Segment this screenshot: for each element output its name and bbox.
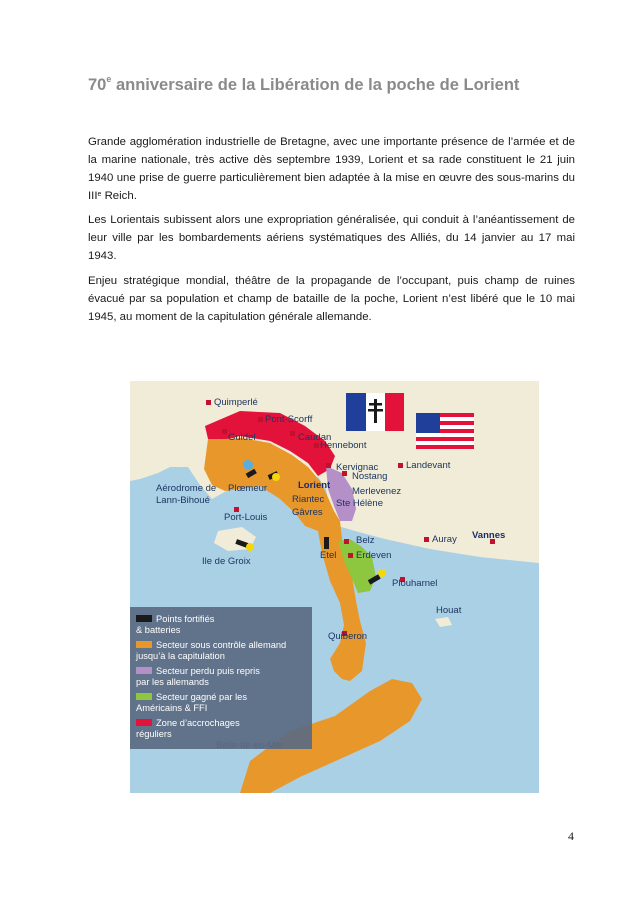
- page-title: 70e anniversaire de la Libération de la poche de Lorient: [88, 74, 520, 94]
- legend-label-0: Points fortifiés: [156, 614, 215, 624]
- page-number: 4: [568, 829, 574, 843]
- label-aerodrome-1: Aérodrome de: [156, 483, 217, 494]
- us-flag: [416, 413, 474, 449]
- label-auray: Auray: [432, 534, 457, 545]
- label-etel: Etel: [320, 550, 337, 561]
- legend-sublabel-2: par les allemands: [136, 677, 209, 687]
- lorient-pocket-map: [130, 381, 539, 793]
- legend-swatch-4: [136, 719, 152, 726]
- label-nostang: Nostang: [352, 471, 388, 482]
- legend-label-3: Secteur gagné par les: [156, 692, 247, 702]
- label-houat: Houat: [436, 605, 462, 616]
- legend-sublabel-0: & batteries: [136, 625, 181, 635]
- legend-swatch-0: [136, 615, 152, 622]
- label-erdeven: Erdeven: [356, 550, 392, 561]
- label-merlevenez: Merlevenez: [352, 486, 402, 497]
- label-quimperle: Quimperlé: [214, 397, 258, 408]
- label-lorient: Lorient: [298, 480, 331, 491]
- paragraph-3: Enjeu stratégique mondial, théâtre de la propagande de l’occupant, puis champ de ruines évacué par sa population et champ de bataille de la poche, Lorient n’est libéré que le 10 mai 1945, au moment de la capitulation générale allemande.: [88, 275, 575, 323]
- map-legend: [130, 607, 312, 749]
- label-pont-scorff: Pont-Scorff: [265, 414, 313, 425]
- label-riantec: Riantec: [292, 494, 325, 505]
- map-svg: [130, 381, 539, 793]
- legend-sublabel-1: jusqu’à la capitulation: [136, 651, 225, 661]
- label-quiberon: Quiberon: [328, 631, 368, 642]
- french-flag: [346, 393, 404, 431]
- label-port-louis: Port-Louis: [224, 512, 268, 523]
- label-guidel: Guidel: [228, 432, 256, 443]
- label-vannes: Vannes: [472, 530, 506, 541]
- houat: [435, 617, 452, 627]
- label-belz: Belz: [356, 535, 375, 546]
- label-landevant: Landevant: [406, 460, 451, 471]
- legend-label-1: Secteur sous contrôle allemand: [156, 640, 287, 650]
- legend-label-2: Secteur perdu puis repris: [156, 666, 260, 676]
- legend-sublabel-4: réguliers: [136, 729, 172, 739]
- label-ste-helene: Ste Hélène: [336, 498, 384, 509]
- legend-sublabel-3: Américains & FFI: [136, 703, 208, 713]
- legend-label-4: Zone d’accrochages: [156, 718, 240, 728]
- label-hennebont: Hennebont: [320, 440, 367, 451]
- label-caudan: Caudan: [298, 432, 332, 443]
- label-gavres: Gâvres: [292, 507, 323, 518]
- label-ile-de-groix: Ile de Groix: [202, 556, 251, 567]
- legend-swatch-2: [136, 667, 152, 674]
- label-kervignac: Kervignac: [336, 462, 379, 473]
- legend-swatch-1: [136, 641, 152, 648]
- label-ploemeur: Plœmeur: [228, 483, 268, 494]
- paragraph-1: Grande agglomération industrielle de Bretagne, avec une importante présence de l’armée et de la marine nationale, très active dès septembre 1939, Lorient et sa rade constituent le 21 juin 1940 une prise de guerre particulièrement bien adaptée à la mise en œuvre des sous-marins du IIIe Reich.: [88, 136, 575, 202]
- label-plouharnel: Plouharnel: [392, 578, 438, 589]
- paragraph-2: Les Lorientais subissent alors une expropriation généralisée, qui conduit à l’anéantissement de leur ville par les bombardements aériens systématiques des Alliés, du 14 janvier au 17 mai 1943.: [88, 214, 575, 262]
- label-aerodrome-2: Lann-Bihoué: [156, 495, 210, 506]
- legend-swatch-3: [136, 693, 152, 700]
